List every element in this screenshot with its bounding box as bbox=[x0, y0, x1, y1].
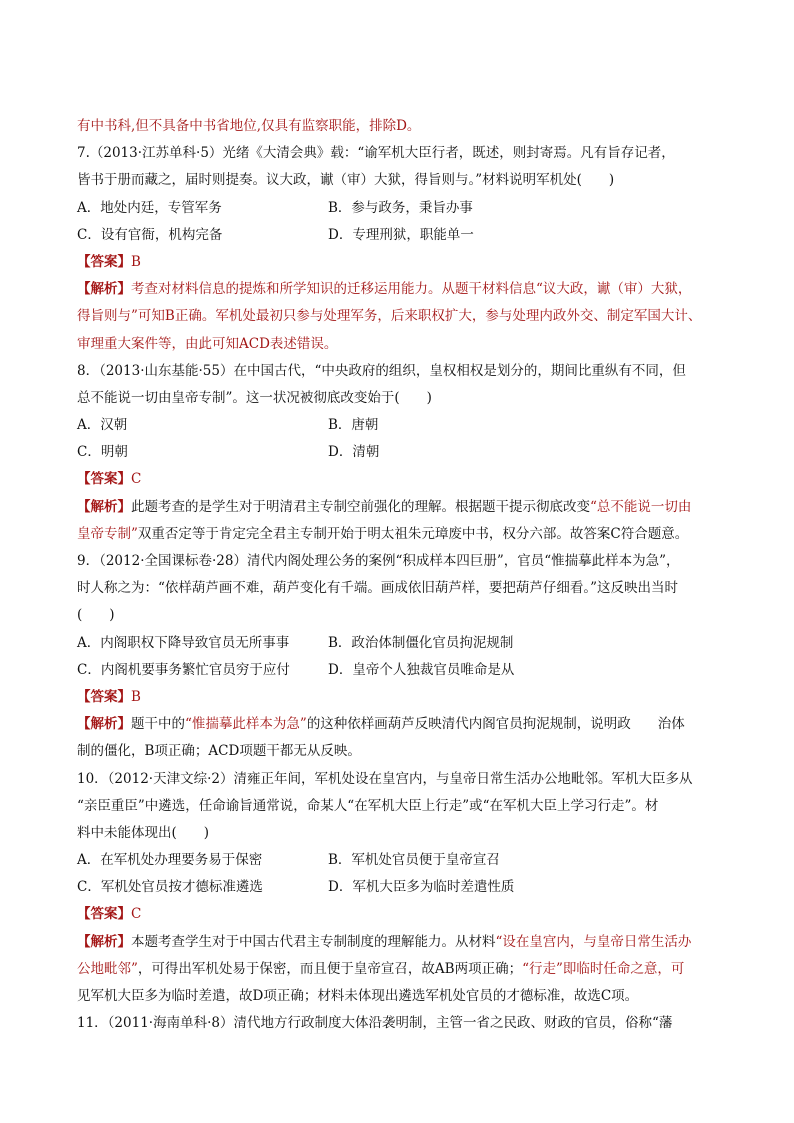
question-9-options-row2 bbox=[77, 657, 720, 684]
question-10-answer bbox=[77, 901, 720, 928]
explanation-tag: 【解析】 bbox=[77, 498, 131, 515]
option-c: C．明朝 bbox=[77, 444, 128, 461]
explanation-quote: “惟揣摹此样本为急” bbox=[185, 716, 307, 733]
question-7-options-row1 bbox=[77, 195, 720, 222]
option-c: C．设有官衙，机构完备 bbox=[77, 226, 223, 243]
question-10-stem-cont: 料中未能体现出( ) bbox=[77, 824, 210, 841]
question-10-stem: 10．（2012·天津文综·2）清雍正年间，军机处设在皇宫内，与皇帝日常生活办公地毗邻。军机大臣多从 bbox=[77, 770, 693, 787]
option-d: D．清朝 bbox=[328, 444, 380, 461]
explanation-text: 考查对材料信息的提炼和所学知识的迁移运用能力。从题干材料信息“议大政，谳（审）大狱， bbox=[131, 281, 692, 298]
option-b: B．政治体制僵化官员拘泥规制 bbox=[328, 634, 514, 651]
question-9-stem-cont: 时人称之为：“依样葫芦画不难，葫芦变化有千端。画成依旧葫芦样，要把葫芦仔细看。”这反映出当时 bbox=[77, 580, 679, 597]
option-a: A．汉朝 bbox=[77, 417, 128, 434]
explanation-quote: 皇帝专制” bbox=[77, 525, 138, 542]
answer-value: C bbox=[131, 906, 142, 923]
answer-tag: 【答案】 bbox=[77, 688, 131, 705]
answer-tag: 【答案】 bbox=[77, 253, 131, 270]
question-10-explanation bbox=[77, 929, 720, 956]
explanation-tag: 【解析】 bbox=[77, 933, 131, 950]
document-body bbox=[77, 113, 720, 1037]
answer-value: B bbox=[131, 253, 141, 270]
option-d: D．皇帝个人独裁官员唯命是从 bbox=[328, 661, 515, 678]
question-9-options-row1 bbox=[77, 630, 720, 657]
question-8-options-row2 bbox=[77, 439, 720, 466]
explanation-quote: 公地毗邻” bbox=[77, 960, 138, 977]
explanation-line: 审理重大案件等，由此可知ACD表述错误。 bbox=[77, 335, 338, 352]
option-b: B．唐朝 bbox=[328, 417, 379, 434]
explanation-text: 的这种依样画葫芦反映清代内阁官员拘泥规制，说明政 治体 bbox=[306, 716, 685, 733]
option-c: C．军机处官员按才德标准遴选 bbox=[77, 879, 263, 896]
question-11-stem: 11．（2011·海南单科·8）清代地方行政制度大体沿袭明制，主管一省之民政、财政的官员，俗称“藩 bbox=[77, 1015, 673, 1032]
option-b: B．军机处官员便于皇帝宣召 bbox=[328, 852, 500, 869]
question-7-explanation bbox=[77, 276, 720, 303]
question-10-options-row2 bbox=[77, 874, 720, 901]
question-10-stem-cont: “亲臣重臣”中遴选，任命谕旨通常说，命某人“在军机大臣上行走”或“在军机大臣上学习行走”。材 bbox=[77, 797, 659, 814]
question-9-explanation bbox=[77, 711, 720, 738]
option-c: C．内阁机要事务繁忙官员穷于应付 bbox=[77, 661, 290, 678]
explanation-text: 此题考查的是学生对于明清君主专制空前强化的理解。根据题干提示彻底改变 bbox=[131, 498, 590, 515]
explanation-text: 本题考查学生对于中国古代君主专制制度的理解能力。从材料 bbox=[131, 933, 496, 950]
explanation-tag: 【解析】 bbox=[77, 281, 131, 298]
question-8-stem: 8．（2013·山东基能·55）在中国古代，“中央政府的组织，皇权相权是划分的，期间比重纵有不同，但 bbox=[77, 362, 686, 379]
answer-tag: 【答案】 bbox=[77, 471, 131, 488]
question-8-options-row1 bbox=[77, 412, 720, 439]
question-7-answer bbox=[77, 249, 720, 276]
question-8-answer bbox=[77, 466, 720, 493]
answer-value: C bbox=[131, 471, 142, 488]
explanation-quote: “总不能说一切由 bbox=[590, 498, 692, 515]
question-9-stem-cont: ( ) bbox=[77, 607, 115, 624]
question-8-explanation bbox=[77, 494, 720, 521]
option-d: D．专理刑狱，职能单一 bbox=[328, 226, 474, 243]
option-a: A．地处内廷，专管军务 bbox=[77, 199, 222, 216]
option-b: B．参与政务，秉旨办事 bbox=[328, 199, 473, 216]
explanation-text: 题干中的 bbox=[131, 716, 185, 733]
option-a: A．内阁职权下降导致官员无所事事 bbox=[77, 634, 290, 651]
question-9-answer bbox=[77, 684, 720, 711]
explanation-quote: “设在皇宫内，与皇帝日常生活办 bbox=[495, 933, 692, 950]
explanation-quote: “行走”即临时任命之意，可 bbox=[522, 960, 685, 977]
option-a: A．在军机处办理要务易于保密 bbox=[77, 852, 263, 869]
explanation-text: ，可得出军机处易于保密，而且便于皇帝宣召，故AB两项正确； bbox=[137, 960, 523, 977]
explanation-line: 制的僵化，B项正确；ACD项题干都无从反映。 bbox=[77, 743, 361, 760]
question-7-stem-cont: 皆书于册而藏之，届时则提奏。议大政，谳（审）大狱，得旨则与。”材料说明军机处( ) bbox=[77, 172, 615, 189]
question-9-stem: 9．（2012·全国课标卷·28）清代内阁处理公务的案例“积成样本四巨册”，官员“惟揣摹此样本为急”， bbox=[77, 553, 680, 569]
explanation-text: 双重否定等于肯定完全君主专制开始于明太祖朱元璋废中书，权分六部。故答案C符合题意。 bbox=[137, 525, 689, 542]
text-line: 有中书科,但不具备中书省地位,仅具有监察职能，排除D。 bbox=[77, 118, 421, 134]
option-d: D．军机大臣多为临时差遣性质 bbox=[328, 879, 515, 896]
explanation-tag: 【解析】 bbox=[77, 716, 131, 733]
question-8-stem-cont: 总不能说一切由皇帝专制”。这一状况被彻底改变始于( ) bbox=[77, 389, 432, 406]
explanation-line: 见军机大臣多为临时差遣，故D项正确；材料未体现出遴选军机处官员的才德标准，故选C项。 bbox=[77, 988, 639, 1004]
explanation-line bbox=[77, 521, 720, 548]
explanation-line: 得旨则与”可知B正确。军机处最初只参与处理军务，后来职权扩大，参与处理内政外交、制定军国大计、 bbox=[77, 308, 702, 325]
explanation-line bbox=[77, 956, 720, 983]
answer-value: B bbox=[131, 688, 141, 705]
question-7-options-row2 bbox=[77, 222, 720, 249]
question-10-options-row1 bbox=[77, 847, 720, 874]
answer-tag: 【答案】 bbox=[77, 906, 131, 923]
question-7-stem: 7.（2013·江苏单科·5）光绪《大清会典》载：“谕军机大臣行者，既述，则封寄焉。凡有旨存记者， bbox=[77, 145, 675, 162]
